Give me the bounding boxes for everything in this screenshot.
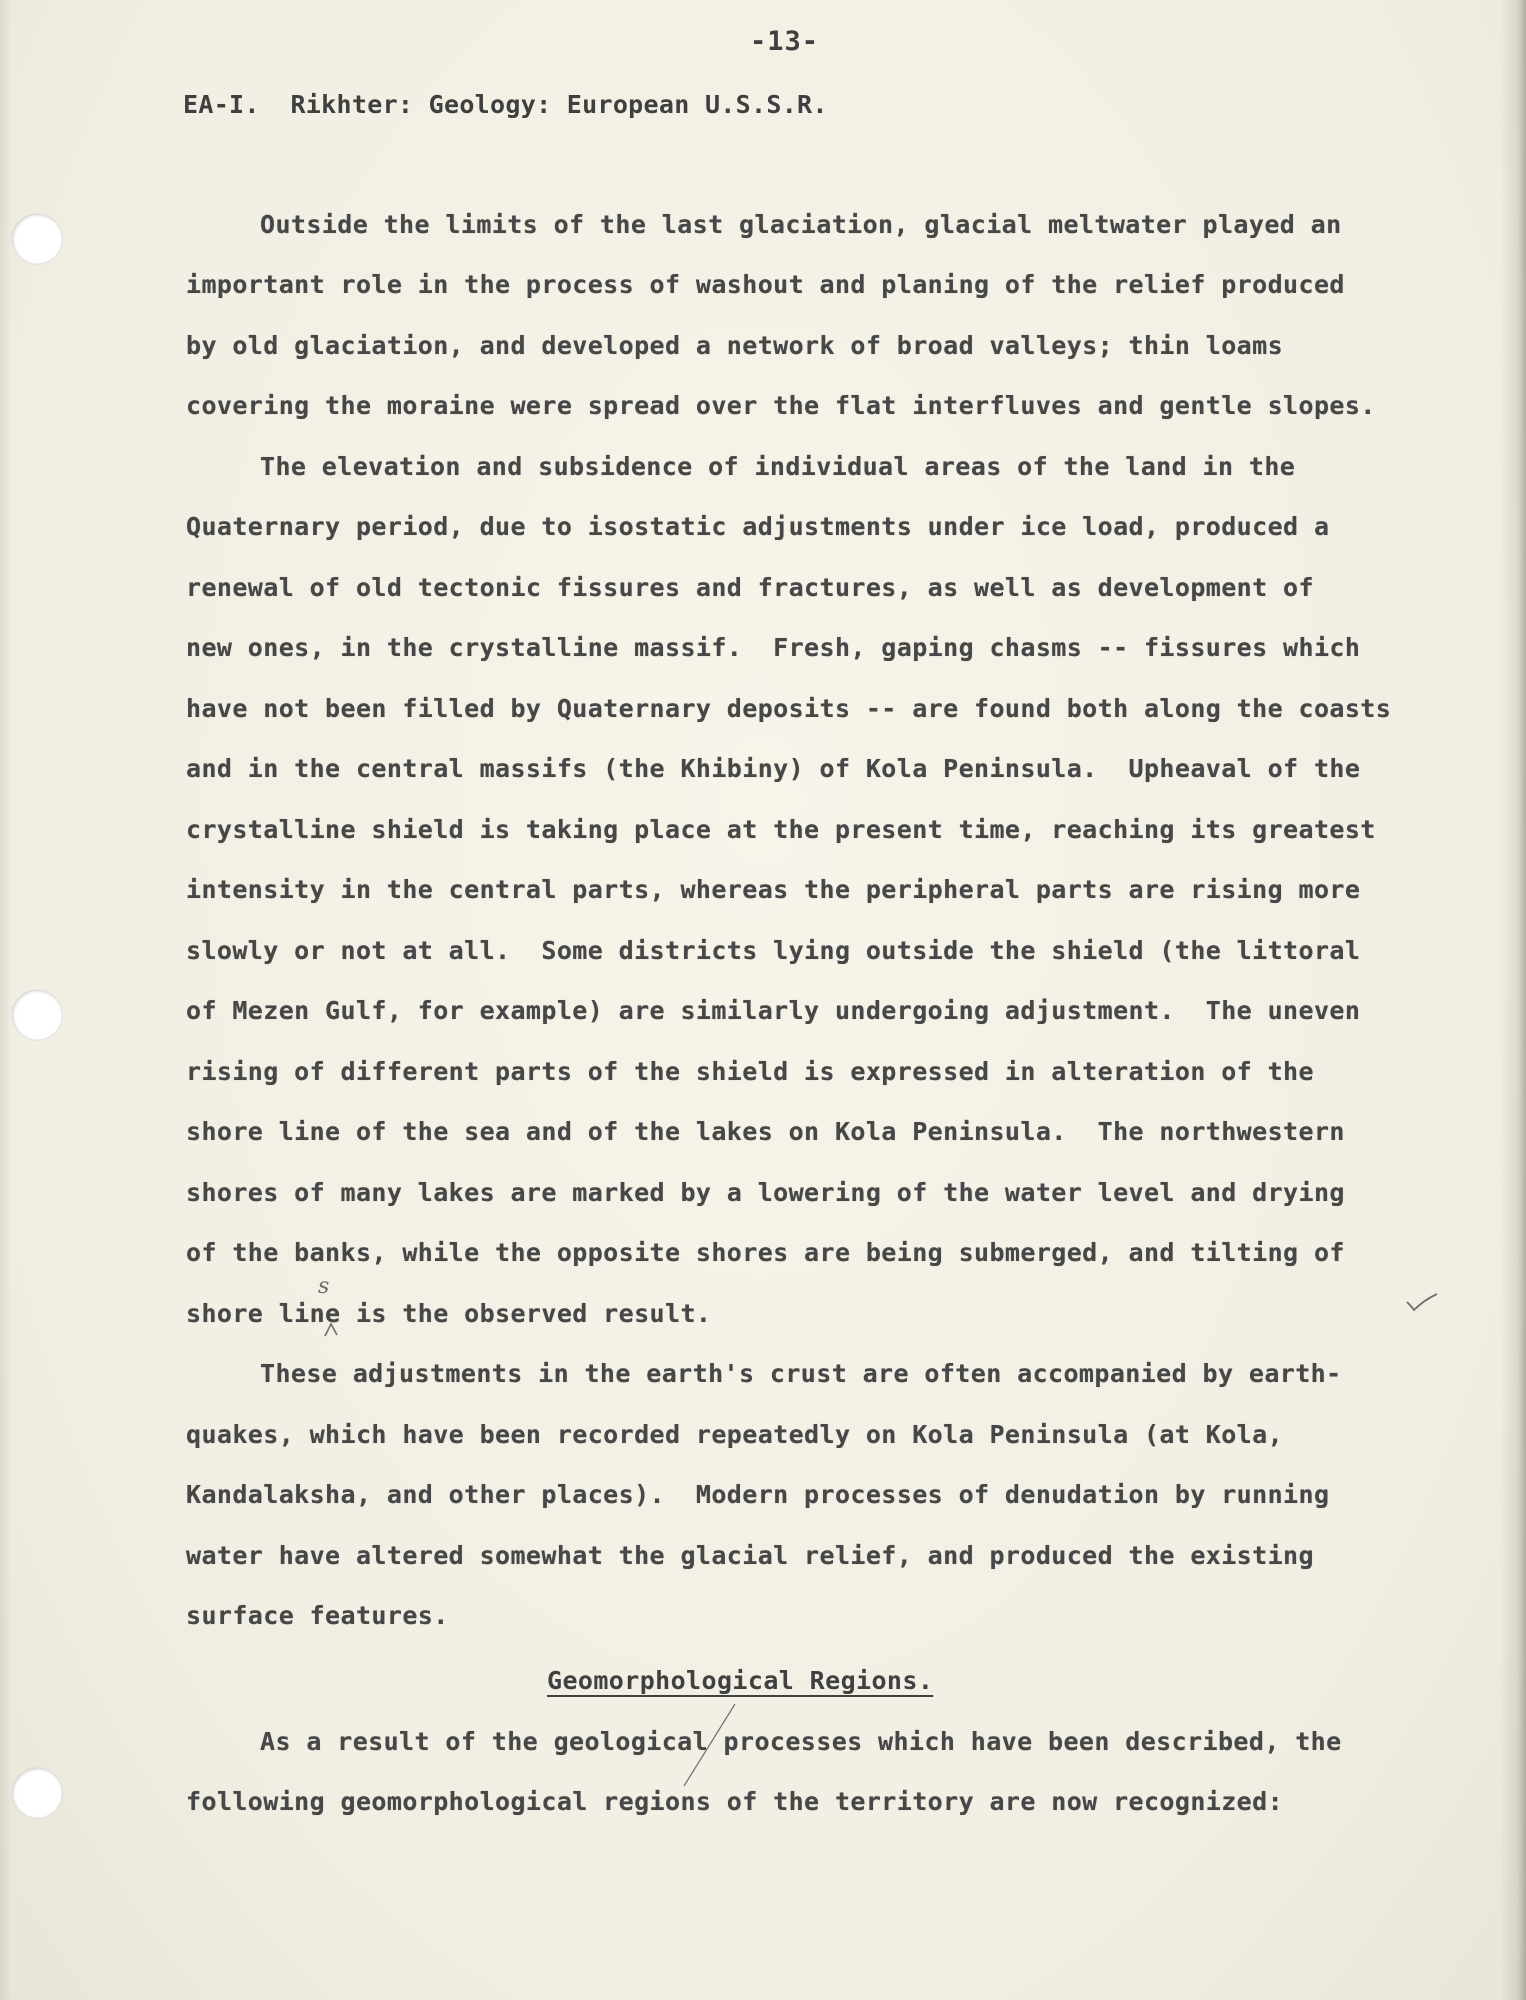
text-line: crystalline shield is taking place at the present time, reaching its greatest [186,815,1376,844]
text-line: and in the central massifs (the Khibiny) of Kola Peninsula. Upheaval of the [186,754,1361,783]
caret-mark-icon [322,1320,342,1338]
text-line: shore line of the sea and of the lakes on Kola Peninsula. The northwestern [186,1117,1345,1146]
punch-hole-top [12,214,62,264]
text-line: quakes, which have been recorded repeatedly on Kola Peninsula (at Kola, [186,1420,1284,1449]
text-line: have not been filled by Quaternary deposits -- are found both along the coasts [186,694,1392,723]
document-header: EA-I. Rikhter: Geology: European U.S.S.R. [183,90,828,119]
text-line: important role in the process of washout and planing of the relief produced [186,270,1345,299]
checkmark-icon [1404,1292,1440,1312]
page-number: -13- [750,26,820,57]
punch-hole-bottom [12,1768,62,1818]
text-line: intensity in the central parts, whereas the peripheral parts are rising more [186,875,1361,904]
text-line: surface features. [186,1601,449,1630]
text-line: covering the moraine were spread over the flat interfluves and gentle slopes. [186,391,1376,420]
text-line: water have altered somewhat the glacial relief, and produced the existing [186,1541,1314,1570]
text-line: These adjustments in the earth's crust are often accompanied by earth- [260,1359,1342,1388]
text-line: by old glaciation, and developed a network of broad valleys; thin loams [186,331,1284,360]
text-line: shore line is the observed result. [186,1299,712,1328]
text-line: rising of different parts of the shield is expressed in alteration of the [186,1057,1314,1086]
text-line: slowly or not at all. Some districts lying outside the shield (the littoral [186,936,1361,965]
text-line: renewal of old tectonic fissures and fractures, as well as development of [186,573,1314,602]
text-line: Quaternary period, due to isostatic adjustments under ice load, produced a [186,512,1330,541]
pencil-stroke-icon [680,1700,740,1790]
text-line: shores of many lakes are marked by a lowering of the water level and drying [186,1178,1345,1207]
paper-right-edge [1500,0,1526,2000]
text-line: new ones, in the crystalline massif. Fresh, gaping chasms -- fissures which [186,633,1361,662]
text-line: Outside the limits of the last glaciation, glacial meltwater played an [260,210,1342,239]
text-line: The elevation and subsidence of individual areas of the land in the [260,452,1296,481]
pencil-insert-s: s [318,1274,330,1299]
text-line: of the banks, while the opposite shores are being submerged, and tilting of [186,1238,1345,1267]
text-line: As a result of the geological processes which have been described, the [260,1727,1342,1756]
paper-left-edge [0,0,12,2000]
text-line: Kandalaksha, and other places). Modern processes of denudation by running [186,1480,1330,1509]
punch-hole-middle [12,990,62,1040]
text-line: following geomorphological regions of the territory are now recognized: [186,1787,1284,1816]
text-line: of Mezen Gulf, for example) are similarly undergoing adjustment. The uneven [186,996,1361,1025]
section-heading: Geomorphological Regions. [547,1666,934,1695]
